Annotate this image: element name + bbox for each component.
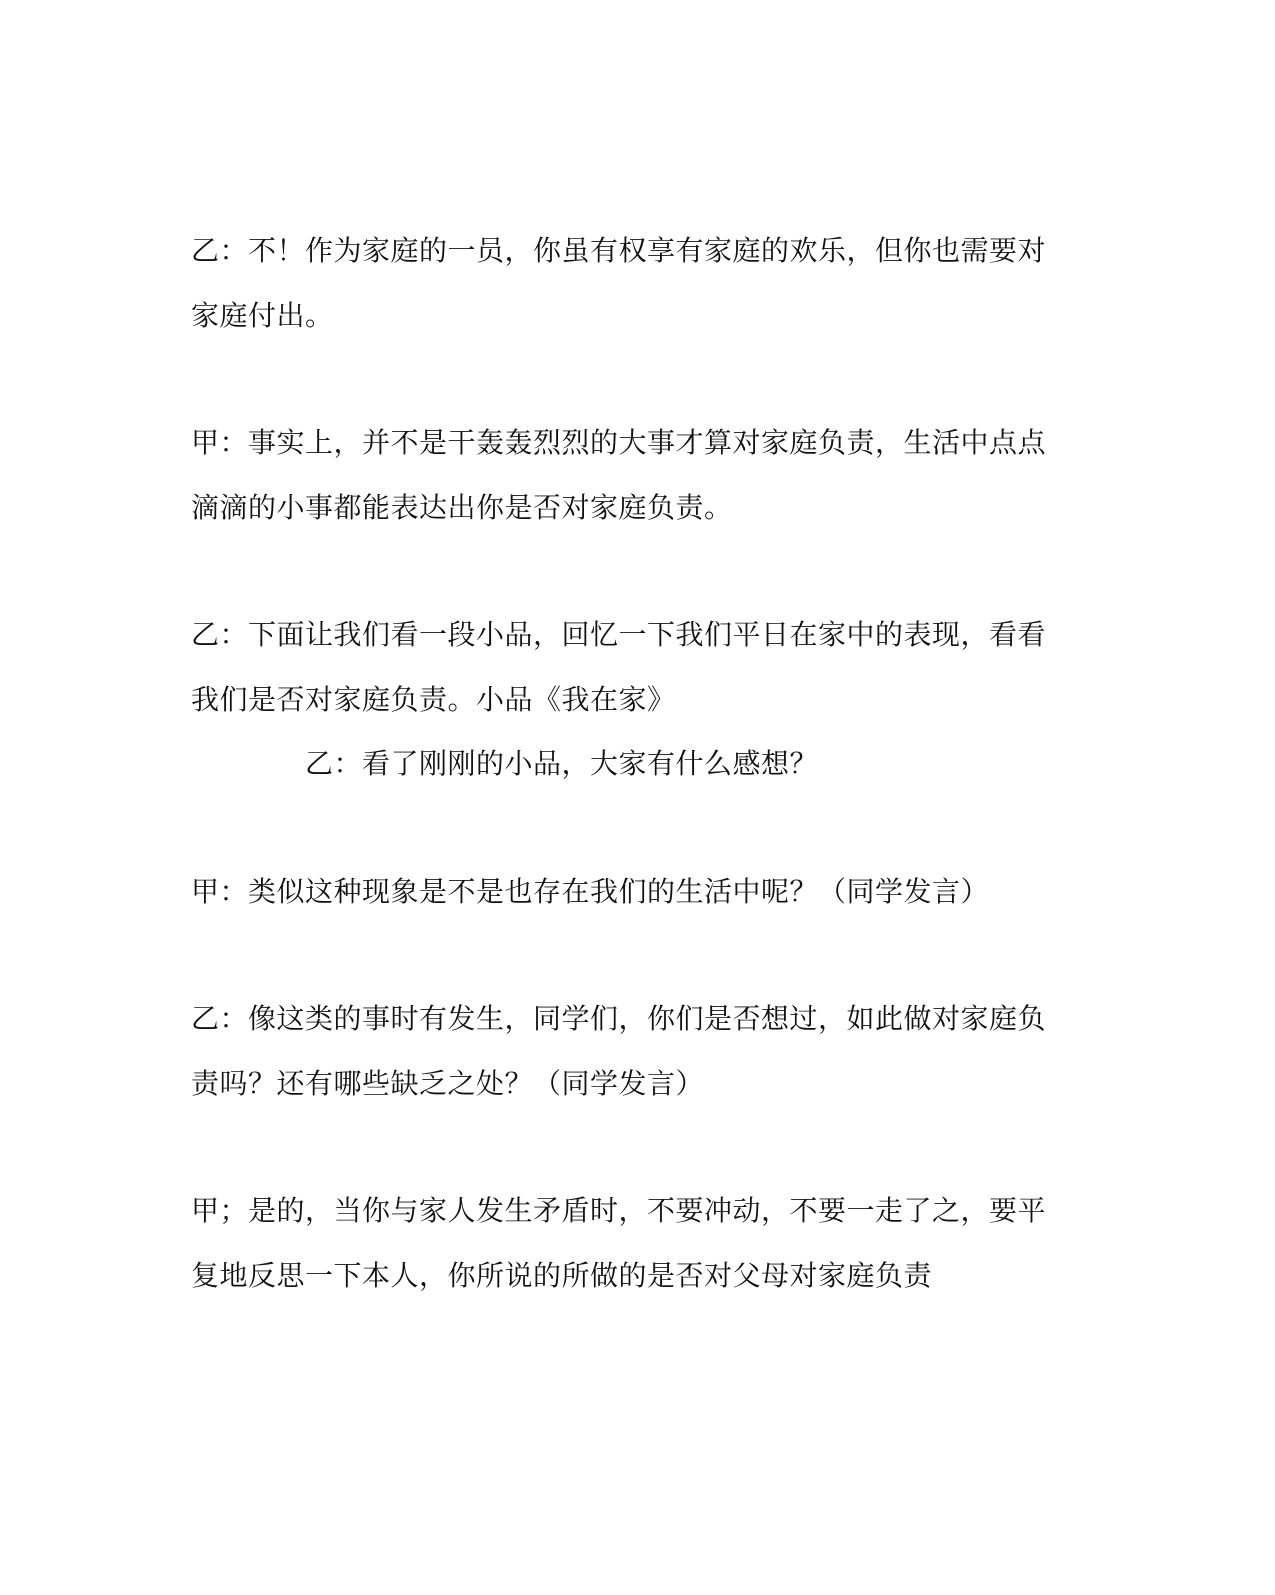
paragraph-line: 乙：像这类的事时有发生，同学们，你们是否想过，如此做对家庭负 (191, 1002, 1047, 1035)
paragraph-line: 家庭付出。 (191, 299, 334, 332)
paragraph-line: 甲；是的，当你与家人发生矛盾时，不要冲动，不要一走了之，要平 (191, 1194, 1047, 1227)
paragraph-line: 甲：事实上，并不是干轰轰烈烈的大事才算对家庭负责，生活中点点 (191, 426, 1047, 459)
paragraph-line: 乙：下面让我们看一段小品，回忆一下我们平日在家中的表现，看看 (191, 618, 1047, 651)
paragraph-line: 乙：不！作为家庭的一员，你虽有权享有家庭的欢乐，但你也需要对 (191, 234, 1047, 267)
paragraph-line: 我们是否对家庭负责。小品《我在家》 (191, 683, 676, 716)
paragraph-line: 甲：类似这种现象是不是也存在我们的生活中呢？（同学发言） (191, 875, 990, 908)
paragraph-line: 乙：看了刚刚的小品，大家有什么感想？ (305, 747, 819, 780)
paragraph-line: 滴滴的小事都能表达出你是否对家庭负责。 (191, 491, 733, 524)
paragraph-line: 责吗？还有哪些缺乏之处？（同学发言） (191, 1067, 705, 1100)
paragraph-line: 复地反思一下本人，你所说的所做的是否对父母对家庭负责 (191, 1259, 933, 1292)
